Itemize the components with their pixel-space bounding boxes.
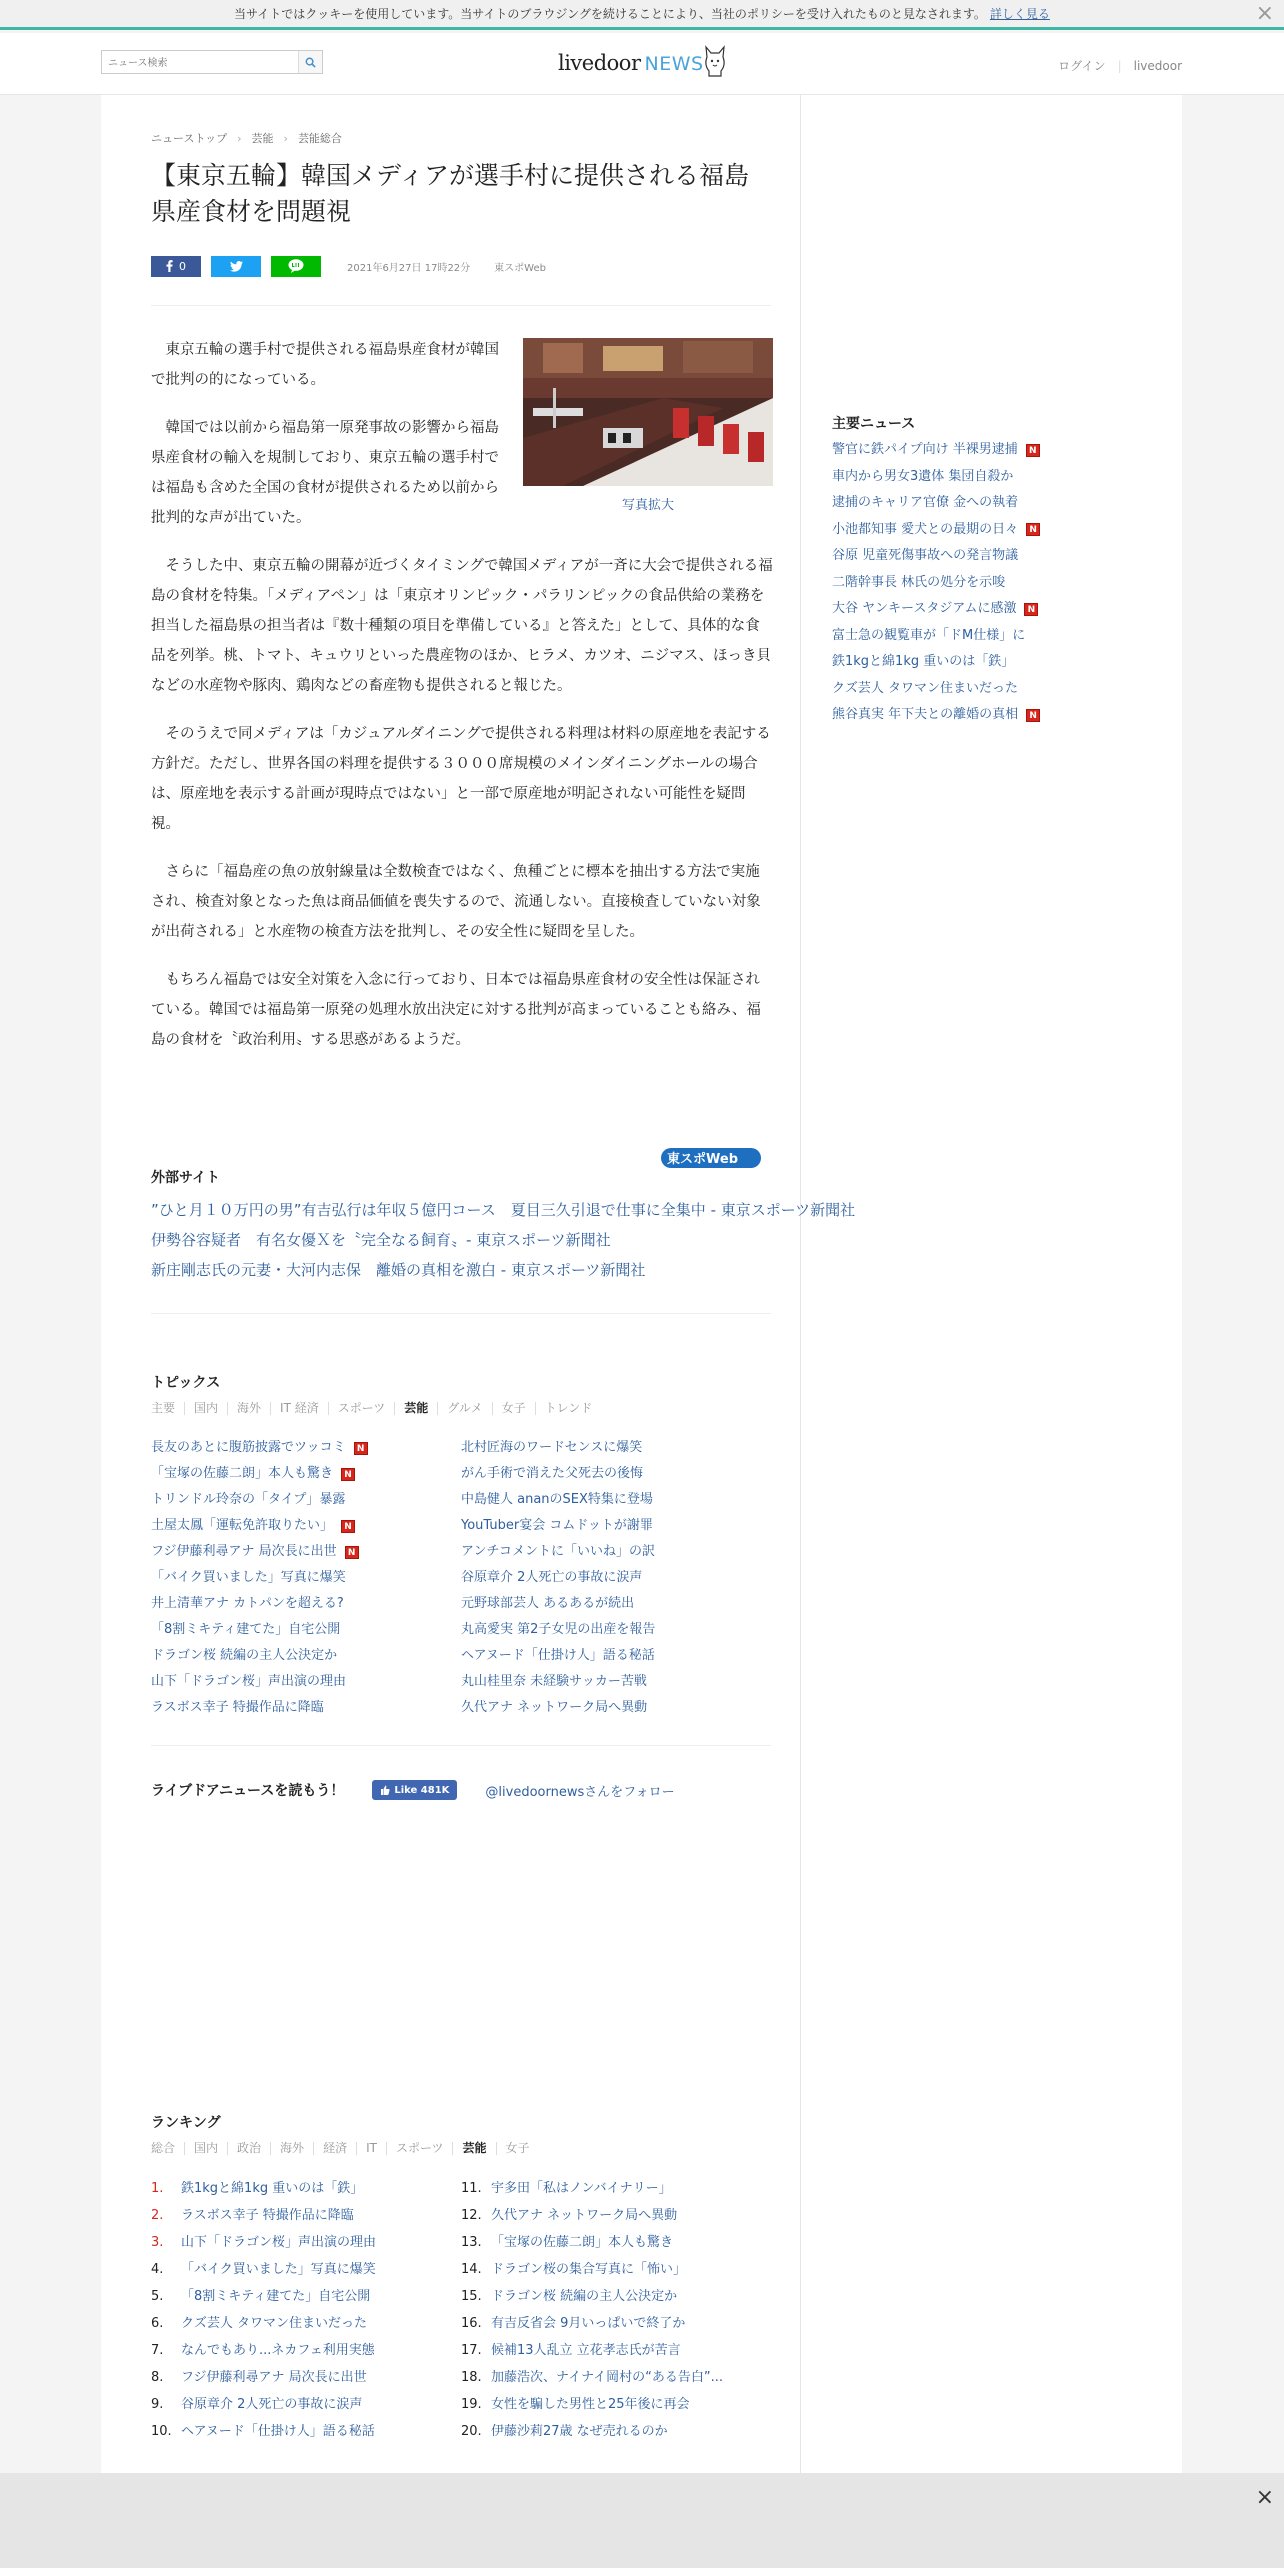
chevron-right-icon: › xyxy=(237,132,242,145)
rank-number: 20. xyxy=(461,2424,482,2439)
external-link[interactable]: ”ひと月１０万円の男”有吉弘行は年収５億円コース 夏目三久引退で仕事に全集中 - 東京スポーツ新聞社 xyxy=(151,1201,856,1219)
ranking-item xyxy=(461,2202,771,2229)
twitter-icon xyxy=(230,261,243,272)
new-badge: N xyxy=(1026,523,1040,536)
topics-column-right xyxy=(461,1435,771,1721)
topics-tab[interactable]: 女子 xyxy=(492,1402,535,1415)
topics-tab[interactable]: グルメ xyxy=(437,1402,491,1415)
header-links xyxy=(1058,57,1182,74)
article-paragraph: そのうえで同メディアは「カジュアルダイニングで提供される料理は材料の原産地を表記する方針だ。ただし、世界各国の料理を提供する３０００席規模のメインダイニングホールの場合は、原産地を表示する計画が現時点ではない」と一部で原産地が明記されない可能性を疑問視。 xyxy=(151,726,771,832)
list-item xyxy=(151,1591,461,1617)
bottom-ad-bar xyxy=(0,2473,1284,2568)
divider xyxy=(151,1745,771,1746)
ranking-item xyxy=(151,2202,461,2229)
site-logo[interactable] xyxy=(558,51,704,75)
rank-number: 16. xyxy=(461,2316,482,2331)
ranking-tab[interactable]: 政治 xyxy=(227,2142,270,2155)
twitter-follow-link[interactable]: @livedoornewsさんをフォロー xyxy=(485,1784,675,1800)
list-item xyxy=(151,1695,461,1721)
breadcrumb xyxy=(151,130,342,146)
topic-link[interactable]: がん手術で消えた父死去の後悔 xyxy=(461,1466,644,1481)
rank-number: 8. xyxy=(151,2370,164,2385)
list-item xyxy=(461,1435,771,1461)
external-link[interactable]: 伊勢谷容疑者 有名女優Ｘを〝完全なる飼育〟- 東京スポーツ新聞社 xyxy=(151,1231,611,1249)
topic-link[interactable]: 久代アナ ネットワーク局へ異動 xyxy=(461,1700,648,1715)
topics-tab[interactable]: トレンド xyxy=(535,1402,602,1415)
ranking-item xyxy=(461,2418,771,2445)
rank-number: 19. xyxy=(461,2397,482,2412)
list-item xyxy=(461,1461,771,1487)
list-item xyxy=(461,1695,771,1721)
facebook-share-count: 0 xyxy=(179,259,186,273)
rank-number: 18. xyxy=(461,2370,482,2385)
rank-number: 14. xyxy=(461,2262,482,2277)
breadcrumb-item-top[interactable]: ニューストップ xyxy=(151,132,228,145)
list-item xyxy=(832,517,1162,544)
ranking-tab[interactable]: 経済 xyxy=(313,2142,356,2155)
topic-link[interactable]: 「8割ミキティ建てた」自宅公開 xyxy=(151,1622,341,1637)
ranking-tabs xyxy=(151,2142,539,2155)
list-item xyxy=(461,1565,771,1591)
main-news-link[interactable]: 小池都知事 愛犬との最期の日々 xyxy=(832,521,1019,537)
topics-title: トピックス xyxy=(151,1375,221,1391)
ranking-column-right xyxy=(461,2175,771,2445)
article-paragraph: もちろん福島では安全対策を入念に行っており、日本では福島県産食材の安全性は保証されている。韓国では福島第一原発の処理水放出決定に対する批判が高まっていることも絡み、福島の食材を〝政治利用〟する思惑があるようだ。 xyxy=(151,972,761,1048)
cookie-more-link[interactable]: 詳しく見る xyxy=(989,7,1050,21)
list-item xyxy=(151,1669,461,1695)
rank-number: 15. xyxy=(461,2289,482,2304)
main-news-link[interactable]: 熊谷真実 年下夫との離婚の真相 xyxy=(832,707,1019,722)
topic-link[interactable]: アンチコメントに「いいね」の訳 xyxy=(461,1544,655,1559)
cookie-text: 当サイトではクッキーを使用しています。当サイトのブラウジングを続けることにより、当社のポリシーを受け入れたものと見なされます。 xyxy=(234,7,986,21)
cookie-close-button[interactable]: × xyxy=(1255,1,1274,26)
topics-tab[interactable]: 主要 xyxy=(151,1401,176,1415)
logo-news: NEWS xyxy=(644,53,704,75)
list-item xyxy=(832,676,1162,703)
rank-number: 9. xyxy=(151,2397,164,2412)
main-news-link[interactable]: 警官に鉄パイプ向け 半裸男逮捕 xyxy=(832,442,1018,457)
ranking-link[interactable]: ドラゴン桜 続編の主人公決定か xyxy=(491,2289,678,2304)
search-button[interactable] xyxy=(298,51,322,73)
ranking-tab[interactable]: 総合 xyxy=(151,2141,176,2155)
list-item xyxy=(151,1617,461,1643)
photo-enlarge-link[interactable]: 写真拡大 xyxy=(621,498,674,513)
topic-link[interactable]: 長友のあとに腹筋披露でツッコミ xyxy=(151,1440,346,1455)
list-item xyxy=(461,1669,771,1695)
ranking-link[interactable]: 加藤浩次、ナイナイ岡村の“ある告白”... xyxy=(491,2370,724,2385)
list-item xyxy=(151,1435,461,1461)
topic-link[interactable]: トリンドル玲奈の「タイプ」暴露 xyxy=(151,1492,346,1507)
ranking-item xyxy=(151,2283,461,2310)
list-item xyxy=(151,1539,461,1565)
main-news-link[interactable]: 大谷 ヤンキースタジアムに感激 xyxy=(832,601,1017,616)
topics-tab[interactable]: 国内 xyxy=(184,1402,227,1415)
ranking-link[interactable]: フジ伊藤利尋アナ 局次長に出世 xyxy=(181,2370,367,2385)
topic-link[interactable]: 土屋太鳳「運転免許取りたい」 xyxy=(151,1518,334,1533)
topic-link[interactable]: ドラゴン桜 続編の主人公決定か xyxy=(151,1648,338,1663)
list-item xyxy=(832,490,1162,517)
login-link[interactable]: ログイン xyxy=(1058,59,1106,73)
topics-tab[interactable]: スポーツ xyxy=(328,1402,395,1415)
follow-bar xyxy=(151,1780,771,1800)
ranking-link[interactable]: 「バイク買いました」写真に爆笑 xyxy=(181,2262,376,2277)
main-column xyxy=(101,95,856,2473)
facebook-like-button[interactable] xyxy=(372,1780,457,1800)
breadcrumb-item-entertainment[interactable]: 芸能 xyxy=(251,132,274,145)
topic-link[interactable]: ヘアヌード「仕掛け人」語る秘話 xyxy=(461,1648,655,1663)
list-item xyxy=(832,543,1162,570)
topics-column-left xyxy=(151,1435,461,1721)
topics-tab[interactable]: 海外 xyxy=(227,1402,270,1415)
facebook-share-button[interactable] xyxy=(151,256,201,277)
ranking-title: ランキング xyxy=(151,2115,221,2131)
topic-link[interactable]: 谷原章介 2人死亡の事故に涙声 xyxy=(461,1570,643,1585)
new-badge: N xyxy=(345,1546,359,1559)
ranking-link[interactable]: ラスボス幸子 特撮作品に降臨 xyxy=(181,2208,354,2223)
ranking-item xyxy=(461,2337,771,2364)
topic-link[interactable]: 「宝塚の佐藤二朗」本人も驚き xyxy=(151,1466,334,1481)
list-item xyxy=(151,1513,461,1539)
list-item xyxy=(832,570,1162,597)
list-item xyxy=(461,1617,771,1643)
ranking-link[interactable]: 候補13人乱立 立花孝志氏が苦言 xyxy=(491,2343,681,2358)
list-item xyxy=(461,1513,771,1539)
divider xyxy=(151,1313,771,1314)
list-item xyxy=(151,1565,461,1591)
ranking-item xyxy=(461,2310,771,2337)
ranking-item xyxy=(151,2337,461,2364)
ranking-item xyxy=(461,2391,771,2418)
new-badge: N xyxy=(354,1442,368,1455)
list-item xyxy=(461,1591,771,1617)
logo-brand: livedoor xyxy=(558,51,641,75)
topic-link[interactable]: ラスボス幸子 特撮作品に降臨 xyxy=(151,1700,324,1715)
list-item xyxy=(461,1643,771,1669)
ranking-item xyxy=(461,2175,771,2202)
rank-number: 4. xyxy=(151,2262,164,2277)
facebook-like-count: Like 481K xyxy=(394,1784,450,1796)
article-title: 【東京五輪】韓国メディアが選手村に提供される福島県産食材を問題視 xyxy=(151,161,750,226)
ranking-link[interactable]: ドラゴン桜の集合写真に「怖い」 xyxy=(491,2262,687,2277)
list-item xyxy=(832,464,1162,491)
ranking-item xyxy=(461,2364,771,2391)
ranking-link[interactable]: 「8割ミキティ建てた」自宅公開 xyxy=(181,2289,371,2304)
divider xyxy=(151,305,771,306)
list-item xyxy=(832,623,1162,650)
rank-number: 12. xyxy=(461,2208,482,2223)
topic-link[interactable]: 山下「ドラゴン桜」声出演の理由 xyxy=(151,1674,347,1689)
facebook-icon xyxy=(166,260,173,272)
rank-number: 7. xyxy=(151,2343,164,2358)
livedoor-link[interactable]: livedoor xyxy=(1133,59,1182,73)
list-item xyxy=(461,1487,771,1513)
main-news-title: 主要ニュース xyxy=(832,416,916,432)
topic-link[interactable]: 北村匠海のワードセンスに爆笑 xyxy=(461,1440,643,1455)
main-news-link[interactable]: 車内から男女3遺体 集団自殺か xyxy=(832,468,1014,484)
topics-tab-active[interactable]: 芸能 xyxy=(394,1402,437,1415)
ranking-link[interactable]: 谷原章介 2人死亡の事故に涙声 xyxy=(181,2397,363,2412)
ranking-link[interactable]: 「宝塚の佐藤二朗」本人も驚き xyxy=(491,2235,674,2250)
rank-number: 11. xyxy=(461,2181,482,2196)
main-news-list xyxy=(832,437,1162,729)
article-paragraph: 東京五輪の選手村で提供される福島県産食材が韓国で批判の的になっている。 xyxy=(151,342,499,388)
follow-label: ライブドアニュースを読もう！ xyxy=(151,1783,345,1799)
list-item xyxy=(151,1461,461,1487)
topic-link[interactable]: フジ伊藤利尋アナ 局次長に出世 xyxy=(151,1544,337,1559)
ranking-link[interactable]: 鉄1kgと綿1kg 重いのは「鉄」 xyxy=(181,2181,364,2196)
rank-number: 13. xyxy=(461,2235,482,2250)
topic-link[interactable]: 丸山桂里奈 未経験サッカー苦戦 xyxy=(461,1674,647,1689)
ranking-link[interactable]: なんでもあり...ネカフェ利用実態 xyxy=(181,2343,375,2358)
list-item xyxy=(832,437,1162,464)
topic-link[interactable]: 「バイク買いました」写真に爆笑 xyxy=(151,1570,346,1585)
article-paragraph: さらに「福島産の魚の放射線量は全数検査ではなく、魚種ごとに標本を抽出する方法で実施され、検査対象となった魚は商品価値を喪失するので、流通しない。直接検査していない対象が出荷される」と水産物の検査方法を批判し、その安全性に疑問を呈した。 xyxy=(151,864,761,940)
thumbs-up-icon xyxy=(380,1785,390,1795)
topics-list xyxy=(151,1435,771,1721)
bottom-close-button[interactable]: × xyxy=(1255,2485,1274,2510)
search-box xyxy=(101,50,323,74)
main-news-link[interactable]: 逮捕のキャリア官僚 金への執着 xyxy=(832,495,1019,510)
rank-number: 6. xyxy=(151,2316,164,2331)
external-link[interactable]: 新庄剛志氏の元妻・大河内志保 離婚の真相を激白 - 東京スポーツ新聞社 xyxy=(151,1261,646,1279)
rank-number: 3. xyxy=(151,2235,164,2250)
topic-link[interactable]: 井上清華アナ カトパンを超える? xyxy=(151,1596,344,1611)
ranking-link[interactable]: 宇多田「私はノンバイナリー」 xyxy=(491,2181,672,2196)
new-badge: N xyxy=(341,1468,355,1481)
ranking-tab[interactable]: スポーツ xyxy=(386,2142,453,2155)
search-input[interactable] xyxy=(102,53,298,75)
ranking-item xyxy=(151,2364,461,2391)
search-icon xyxy=(305,57,316,68)
article-paragraph: 韓国では以前から福島第一原発事故の影響から福島県産食材の輸入を規制しており、東京五輪の選手村では福島も含めた全国の食材が提供されるため以前から批判的な声が出ていた。 xyxy=(151,420,499,526)
topic-link[interactable]: 丸高愛実 第2子女児の出産を報告 xyxy=(461,1622,656,1637)
source-logo[interactable] xyxy=(661,1147,761,1169)
article-date: 2021年6月27日 17時22分 xyxy=(347,262,471,274)
twitter-share-button[interactable] xyxy=(211,256,261,277)
list-item xyxy=(151,1643,461,1669)
ranking-item xyxy=(151,2256,461,2283)
breadcrumb-item-general[interactable]: 芸能総合 xyxy=(297,132,342,145)
new-badge: N xyxy=(1026,444,1040,457)
ranking-tab-active[interactable]: 芸能 xyxy=(452,2142,495,2155)
topic-link[interactable]: YouTuber宴会 コムドットが謝罪 xyxy=(461,1518,653,1533)
line-share-button[interactable] xyxy=(271,256,321,277)
article-paragraph: そうした中、東京五輪の開幕が近づくタイミングで韓国メディアが一斉に大会で提供される福島の食材を特集。「メディアペン」は「東京オリンピック・パラリンピックの食品供給の業務を担当した福島県の担当者は『数十種類の項目を準備している』と答えた」として、具体的な食品を列挙。桃、トマト、キュウリといった農産物のほか、ヒラメ、カツオ、ニジマス、ほっき貝などの水産物や豚肉、鶏肉などの畜産物も提供されると報じた。 xyxy=(151,558,773,694)
ranking-item xyxy=(461,2256,771,2283)
list-item xyxy=(461,1539,771,1565)
ranking-link[interactable]: 山下「ドラゴン桜」声出演の理由 xyxy=(181,2235,377,2250)
topics-tab[interactable]: IT 経済 xyxy=(270,1402,328,1415)
article-source[interactable]: 東スポWeb xyxy=(494,262,546,274)
ranking-item xyxy=(151,2418,461,2445)
ranking-item xyxy=(151,2391,461,2418)
ranking-link[interactable]: 有吉反省会 9月いっぱいで終了か xyxy=(491,2316,686,2331)
ranking-item xyxy=(461,2283,771,2310)
ranking-link[interactable]: 久代アナ ネットワーク局へ異動 xyxy=(491,2208,678,2223)
mascot-icon xyxy=(700,43,730,79)
chevron-right-icon: › xyxy=(283,132,288,145)
ranking-tab[interactable]: 海外 xyxy=(270,2142,313,2155)
ranking-list xyxy=(151,2175,771,2445)
source-logo-text: 東スポWeb xyxy=(667,1152,738,1167)
topic-link[interactable]: 元野球部芸人 あるあるが続出 xyxy=(461,1596,635,1611)
site-header xyxy=(0,33,1284,95)
list-item xyxy=(151,1487,461,1513)
new-badge: N xyxy=(1026,709,1040,722)
rank-number: 17. xyxy=(461,2343,482,2358)
main-news-link[interactable]: 富士急の観覧車が「ドM仕様」に xyxy=(832,627,1026,643)
ranking-item xyxy=(151,2229,461,2256)
ranking-link[interactable]: クズ芸人 タワマン住まいだった xyxy=(181,2316,368,2331)
ranking-tab[interactable]: 国内 xyxy=(184,2142,227,2155)
page-container xyxy=(101,95,1182,2473)
share-bar xyxy=(151,255,546,277)
ranking-item xyxy=(461,2229,771,2256)
ranking-link[interactable]: 女性を騙した男性と25年後に再会 xyxy=(491,2397,690,2412)
main-news-link[interactable]: クズ芸人 タワマン住まいだった xyxy=(832,680,1019,696)
topics-tabs xyxy=(151,1402,601,1415)
ranking-item xyxy=(151,2175,461,2202)
ranking-link[interactable]: 伊藤沙莉27歳 なぜ売れるのか xyxy=(491,2424,668,2439)
main-news-link[interactable]: 鉄1kgと綿1kg 重いのは「鉄」 xyxy=(832,654,1015,669)
list-item xyxy=(832,702,1162,729)
list-item xyxy=(832,596,1162,623)
new-badge: N xyxy=(341,1520,355,1533)
article-body xyxy=(151,335,773,1073)
new-badge: N xyxy=(1024,603,1038,616)
cookie-banner xyxy=(0,0,1284,30)
sidebar xyxy=(802,95,1182,2473)
rank-number: 10. xyxy=(151,2424,172,2439)
main-news-link[interactable]: 谷原 児童死傷事故への発言物議 xyxy=(832,548,1019,563)
external-links xyxy=(151,1195,856,1285)
rank-number: 1. xyxy=(151,2181,164,2196)
ranking-column-left xyxy=(151,2175,461,2445)
line-icon xyxy=(288,259,304,273)
topic-link[interactable]: 中島健人 ananのSEX特集に登場 xyxy=(461,1492,653,1507)
main-news-link[interactable]: 二階幹事長 林氏の処分を示唆 xyxy=(832,574,1006,590)
external-sites-title: 外部サイト xyxy=(151,1170,221,1186)
rank-number: 2. xyxy=(151,2208,164,2223)
rank-number: 5. xyxy=(151,2289,164,2304)
list-item xyxy=(832,649,1162,676)
divider: | xyxy=(1117,59,1122,73)
ranking-tab[interactable]: 女子 xyxy=(496,2142,539,2155)
ranking-tab[interactable]: IT xyxy=(356,2142,386,2155)
ranking-item xyxy=(151,2310,461,2337)
ranking-link[interactable]: ヘアヌード「仕掛け人」語る秘話 xyxy=(181,2424,375,2439)
